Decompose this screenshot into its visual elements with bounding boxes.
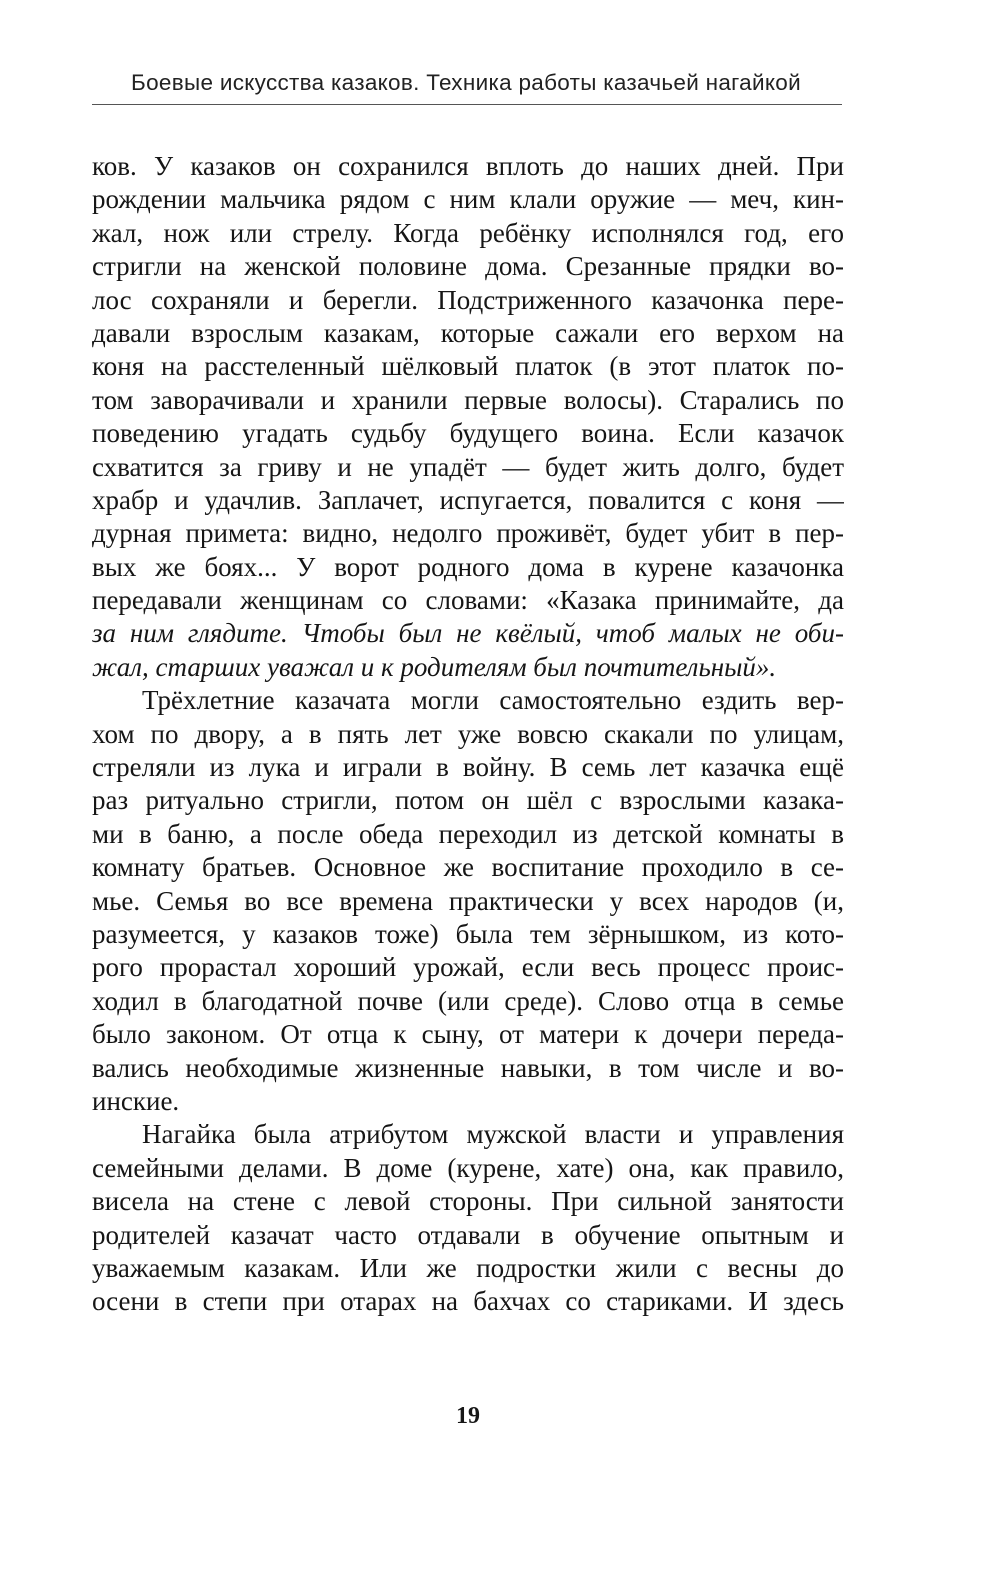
paragraph-2-line: ми в баню, а после обеда переходил из детской комнаты в	[92, 818, 844, 849]
paragraph-3-line: родителей казачат часто отдавали в обучение опытным и	[92, 1219, 844, 1250]
quote-line: за ним глядите. Чтобы был не квёлый, чтоб малых не оби-	[92, 618, 844, 649]
paragraph-2-line: раз ритуально стригли, потом он шёл с взрослыми казака-	[92, 785, 844, 816]
paragraph-2-line: инские.	[92, 1085, 180, 1116]
paragraph-2-line: комнату братьев. Основное же воспитание проходило в се-	[92, 852, 844, 883]
paragraph-3-line: Нагайка была атрибутом мужской власти и управления	[142, 1119, 844, 1150]
paragraph-1-line: дурная примета: видно, недолго проживёт, будет убит в пер-	[92, 518, 844, 549]
paragraph-2-line: вались необходимые жизненные навыки, в том числе и во-	[92, 1052, 844, 1083]
paragraph-1-line: жал, нож или стрелу. Когда ребёнку исполнялся год, его	[92, 217, 844, 248]
paragraph-2-line: стреляли из лука и играли в войну. В семь лет казачка ещё	[92, 752, 844, 783]
paragraph-1-line: ков. У казаков он сохранился вплоть до наших дней. При	[92, 151, 844, 181]
paragraph-3-line: висела на стене с левой стороны. При сильной занятости	[92, 1186, 844, 1217]
header-rule	[92, 104, 842, 105]
paragraph-2-line: мье. Семья во все времена практически у всех народов (и,	[92, 885, 844, 916]
paragraph-1-line: схватится за гриву и не упадёт — будет жить долго, будет	[92, 451, 844, 482]
paragraph-1-line: лос сохраняли и берегли. Подстриженного казачонка пере-	[92, 284, 844, 315]
paragraph-2-line: было законом. От отца к сыну, от матери к дочери переда-	[92, 1019, 844, 1050]
paragraph-1-line: вых же боях... У ворот родного дома в курене казачонка	[92, 551, 844, 582]
paragraph-1-line: поведению угадать судьбу будущего воина. Если казачок	[92, 418, 844, 449]
paragraph-1-line: том заворачивали и хранили первые волосы). Старались по	[92, 384, 844, 415]
paragraph-2-line: Трёхлетние казачата могли самостоятельно ездить вер-	[142, 685, 844, 716]
paragraph-1-line: храбр и удачлив. Заплачет, испугается, повалится с коня —	[92, 484, 844, 515]
paragraph-1-line: рождении мальчика рядом с ним клали оружие — меч, кин-	[92, 184, 844, 215]
quote-line: жал, старших уважал и к родителям был почтительный».	[92, 651, 777, 682]
paragraph-1-line: коня на расстеленный шёлковый платок (в этот платок по-	[92, 351, 844, 382]
paragraph-2-line: разумеется, у казаков тоже) была тем зёрнышком, из кото-	[92, 918, 844, 949]
paragraph-1-line: передавали женщинам со словами: «Казака принимайте, да	[92, 585, 844, 616]
page-number: 19	[456, 1403, 480, 1429]
paragraph-2-line: хом по двору, а в пять лет уже вовсю скакали по улицам,	[92, 718, 844, 749]
paragraph-1-line: стригли на женской половине дома. Срезанные прядки во-	[92, 251, 844, 282]
body-text	[92, 150, 844, 1319]
running-header: Боевые искусства казаков. Техника работы казачьей нагайкой	[131, 70, 801, 95]
paragraph-3-line: уважаемым казакам. Или же подростки жили с весны до	[92, 1252, 844, 1283]
paragraph-2-line: ходил в благодатной почве (или среде). Слово отца в семье	[92, 985, 844, 1016]
paragraph-2-line: рого прорастал хороший урожай, если весь процесс проис-	[92, 952, 844, 983]
paragraph-1-line: давали взрослым казакам, которые сажали его верхом на	[92, 317, 844, 348]
paragraph-3-line: осени в степи при отарах на бахчах со стариками. И здесь	[92, 1286, 844, 1317]
paragraph-3-line: семейными делами. В доме (курене, хате) она, как правило,	[92, 1152, 844, 1183]
